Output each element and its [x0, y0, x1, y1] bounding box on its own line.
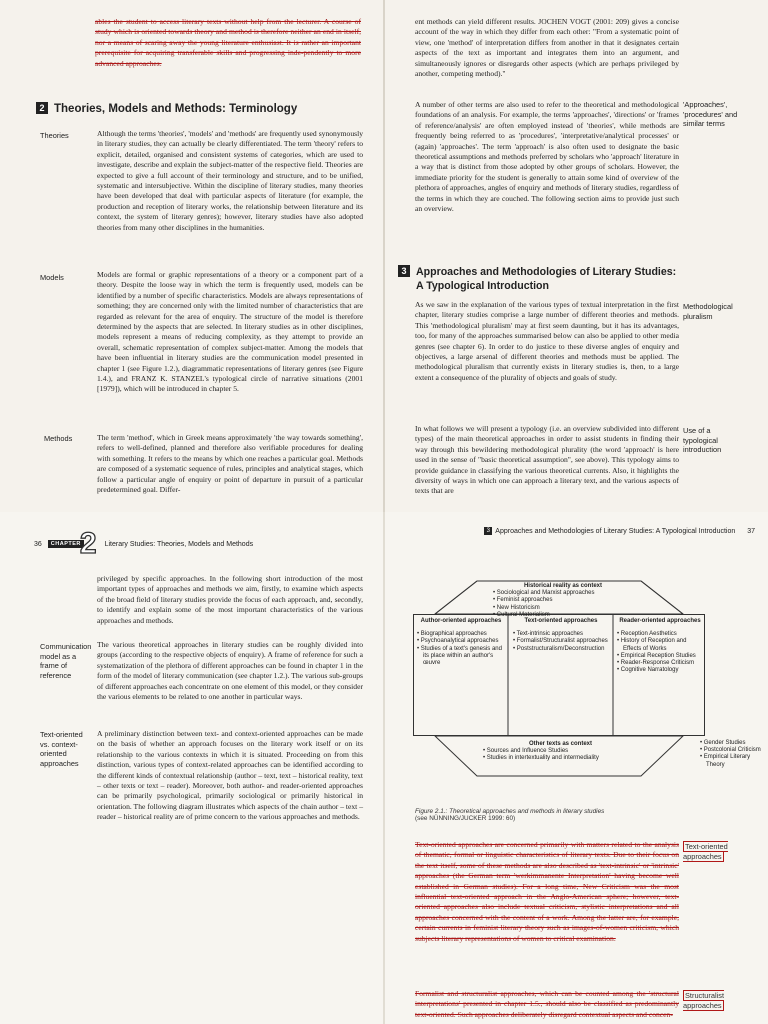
- historical-title: Historical reality as context: [523, 583, 603, 589]
- margin-note-pluralism: Methodological pluralism: [683, 302, 733, 321]
- page-gutter: [383, 0, 385, 512]
- chapter-label: CHAPTER: [48, 540, 84, 548]
- paragraph-methods: The term 'method', which in Greek means approximately 'the way towards something', refers to well-defined, planned and therefore also verifiable procedures for dealing with something. It refers to the means by which one reaches a particular goal. Methods are composed of a systematic sequence of rules, principles and analytical stages, which follow a particular angle of enquiry or point of departure in pursuit of a particular predetermined goal. Differ-: [97, 433, 363, 495]
- section-title-line-1: Approaches and Methodologies of Literary Studies:: [416, 266, 677, 278]
- margin-note-methods: Methods: [44, 434, 73, 443]
- chapter-number: 2: [79, 527, 97, 560]
- reader-list: [617, 631, 703, 674]
- section-title: Theories, Models and Methods: Terminology: [54, 103, 298, 115]
- diagram-list-item: • Postcolonial Criticism: [700, 747, 761, 754]
- page-gutter: [383, 512, 385, 1024]
- margin-note-approaches: 'Approaches', 'procedures' and similar terms: [683, 100, 738, 129]
- margin-note-communication: Communication model as a frame of reference: [40, 642, 92, 680]
- paragraph-privileged: privileged by specific approaches. In the following short introduction of the most important types of approaches and methods we aim, firstly, to examine which aspects of the broad field of literary studies provide the focus of each approach, and, secondly, to identify and explain some of the most important characteristics of the various approaches and methods.: [97, 574, 363, 625]
- author-title: Author-oriented approaches: [420, 618, 502, 624]
- paragraph-typology: In what follows we will present a typology (i.e. an overview subdivided into different types) of the main theoretical approaches in order to assist students in finding their way through this bewildering methodological plurality (the word 'approach' is here used in the sense of "basic theoretical assumption", see above). This typology aims to provide guidance in classifying the various theoretical currents. Also, it highlights the diversity of ways in which one can approach a literary text, and the various aspects of texts that are: [415, 424, 679, 496]
- right-approaches-list: [700, 740, 766, 769]
- diagram-list-item: • Feminist approaches: [493, 597, 553, 604]
- historical-list: [493, 590, 633, 619]
- diagram-list-item: • Reception Aesthetics: [617, 631, 677, 638]
- footer-title-right: Approaches and Methodologies of Literary Studies: A Typological Introduction: [495, 528, 736, 535]
- margin-note-structuralist: Structuralist approaches: [683, 991, 725, 1010]
- diagram-list-item: • Psychoanalytical approaches: [417, 638, 499, 645]
- section-title-line-2: A Typological Introduction: [416, 280, 550, 292]
- footer-title-left: Literary Studies: Theories, Models and Methods: [104, 540, 254, 548]
- diagram-list-item: • Studies of a text's genesis and its place within an author's œuvre: [417, 645, 502, 667]
- paragraph-text-vs-context: A preliminary distinction between text- and context-oriented approaches can be made on the basis of whether an approach focuses on the literary work itself or on its relationship to the various contexts in which it is situated. Proceeding on from this distinction, various types of context-related approaches can be identified according to the different kinds of contextual relationship (author – text, text – historical reality, text – other texts or text – reader). Moreover, both author- and reader-oriented approaches can be primarily psychological, primarily sociological or primarily historical in orientation. The following diagram illustrates which aspects of the chain author – text – reader – historical reality are of prime concern to the various approaches and methods.: [97, 729, 363, 822]
- diagram-list-item: • Formalist/Structuralist approaches: [513, 638, 608, 645]
- diagram-list-item: • Text-intrinsic approaches: [513, 631, 584, 638]
- diagram-list-item: • Studies in intertextuality and intermediality: [483, 755, 599, 762]
- other-list: [483, 748, 638, 762]
- margin-note-text-oriented-right: Text-oriented approaches: [683, 842, 728, 861]
- caption-line-2: (see NÜNNING/JUCKER 1999: 60): [415, 815, 516, 822]
- section-number-badge: 2: [36, 102, 48, 114]
- diagram-list-item: • Sources and Influence Studies: [483, 748, 569, 755]
- paragraph-other-terms: A number of other terms are also used to refer to the theoretical and methodological foundations of an analysis. For example, the terms 'approaches', 'directions' or 'frames of reference/analysis' are often employed instead of 'theories', while methods are frequently being referred to as 'procedures', 'interpretative/analytical processes' or (again) 'approaches'. The term 'approach' is also often used to designate the basic theoretical assumptions and methods preferred by scholars who 'approach' literature in a way that is distinct from those adopted by other groups of scholars. However, the immediate priority for the student is generally to attain some kind of overview of the plethora of approaches, angles of enquiry and methods of literary studies, regardless of the terms in which they are couched. The following section aims to provide just such an overview.: [415, 100, 680, 214]
- paragraph-models: Models are formal or graphic representations of a theory or a component part of a theory. Despite the loose way in which the term is frequently used, models can be identified by a number of specific characteristics. Models are always representations of something; they are concerned only with the limited number of characteristics that are regarded as relevant for the area of enquiry. The structure of the model is therefore determined by the aspects that are selected. In literary studies as in other disciplines, models represent a means of reducing complexity, as they attempt to provide an overall, schematic representation of complex subject-matter. Among the models that have been influential in literary studies are the communication model presented in chapter 1 (see Figure 1.2.), diagrammatic representations of literary genres (see Figure 1.4.), and FRANZ K. STANZEL's typological circle of narrative situations (2001 [1979]), which will be introduced in chapter 5.: [97, 270, 363, 394]
- paragraph-communication-model: The various theoretical approaches in literary studies can be roughly divided into groups (according to the respective objects of enquiry). A frame of reference for such a systematization of the plethora of different approaches can be found in chapter 1 in the form of the model of literary communication (see chapter 1.2.). The various sub-groups of different approaches each concentrate on one element of this model, or they consider the various elements to be related to one another in particular ways.: [97, 640, 363, 702]
- diagram-list-item: • Cognitive Narratology: [617, 667, 679, 674]
- author-oriented-box: [417, 618, 505, 667]
- section-heading-terminology: [36, 102, 297, 115]
- reader-title: Reader-oriented approaches: [619, 618, 701, 624]
- section-heading-approaches: [398, 265, 738, 293]
- paragraph-pluralism: As we saw in the explanation of the various types of textual interpretation in the first chapter, literary studies comprise a large number of different theories and methods. This 'methodological pluralism' may at first seem daunting, but it has its advantages, too, for many of the approaches summarised below can also be applied to other media genres (see chapter 6). In order to do justice to these diverse angles of enquiry and objectives, a large arsenal of different theories and methods must be applied. The methodological pluralism that currently exists in literary studies is, then, to a large extent a consequence of the plurality of objects and goals of study.: [415, 300, 679, 382]
- page-number-left: 36: [34, 540, 42, 548]
- other-texts-box: [483, 741, 638, 763]
- page-number-right: 37: [747, 528, 755, 535]
- struck-paragraph-text-oriented: Text-oriented approaches are concerned primarily with matters related to the analysis of thematic, formal or linguistic characteristics of literary texts. Due to their focus on the text itself, some of these methods are also described as 'text-intrinsic' or 'intrinsic' approaches (the German term 'werkimmanente Interpretation' having become well established in German studies). For a long time, New Criticism was the most influential text-oriented approach in the Anglo-American sphere; however, text-oriented approaches also include textual criticism, stylistic interpretations and all approaches concerned with the content of a work. Among the latter are, for example, certain currents in feminist literary theory such as images-of-women criticism, which subjects literary representations of women to critical examination.: [415, 840, 679, 943]
- diagram-list-item: • New Historicism: [493, 604, 540, 611]
- paragraph-theories: Although the terms 'theories', 'models' and 'methods' are frequently used synonymously in literary studies, they can actually be clearly differentiated. The term 'theory' refers to explicit, detailed, organised and consistent systems of categories, which are used to investigate, describe and explain the subject-matter of the respective field. Theories are expected to give a full account of their terminology and structure, and to be unified, systematic and intersubjective. Within the discipline of literary studies, many theories have been developed that deal with particular aspects of literature (for example, the production and reception of literary works, the relationship between literature and its context, the system of literary genres); however, literary studies have also adopted theories from many other disciplines in the humanities.: [97, 129, 363, 232]
- diagram-list-item: • Empirical Literary Theory: [700, 754, 751, 768]
- diagram-list-item: • Sociological and Marxist approaches: [493, 590, 595, 597]
- bottom-page-spread: [0, 512, 768, 1024]
- margin-note-theories: Theories: [40, 131, 69, 140]
- margin-note-typological: Use of a typological introduction: [683, 426, 722, 455]
- margin-note-models: Models: [40, 273, 64, 282]
- struck-intro-paragraph: ables the student to access literary texts without help from the lecturer. A course of study which is oriented towards theory and method is therefore neither an end in itself, nor a means of scaring away the young literature enthusiast. It is rather an important prerequisite for acquiring transferable skills and progressing inde-pendently to more advanced approaches.: [95, 17, 361, 68]
- diagram-list-item: • Gender Studies: [700, 740, 746, 746]
- text-list: [513, 631, 609, 653]
- text-oriented-box: [513, 618, 609, 653]
- historical-context-box: [493, 583, 633, 619]
- figure-caption: [415, 808, 705, 822]
- section-number-badge: 3: [398, 265, 410, 277]
- diagram-list-item: • History of Reception and Effects of Works: [617, 638, 687, 652]
- other-title: Other texts as context: [528, 741, 593, 747]
- author-list: [417, 631, 505, 667]
- figure-approaches-diagram: [413, 580, 705, 790]
- margin-note-text-oriented: Text-oriented vs. context-oriented approaches: [40, 730, 83, 768]
- text-title: Text-oriented approaches: [524, 618, 598, 624]
- footer-left: [34, 527, 253, 561]
- reader-oriented-box: [617, 618, 703, 674]
- diagram-list-item: • Empirical Reception Studies: [617, 652, 696, 659]
- diagram-list-item: • Biographical approaches: [417, 631, 487, 638]
- struck-paragraph-structuralist: Formalist and structuralist approaches, which can be counted among the 'structural interpretations' presented in chapter 1.5., should also be classified as predominantly text-oriented. Such approaches deliberately disregard contextual aspects and concen-: [415, 989, 679, 1019]
- caption-line-1: Figure 2.1.: Theoretical approaches and methods in literary studies: [415, 808, 605, 815]
- footer-right: [455, 527, 755, 535]
- diagram-list-item: • Poststructuralism/Deconstruction: [513, 645, 605, 652]
- diagram-list-item: • Reader-Response Criticism: [617, 660, 695, 667]
- section-number-badge: 3: [484, 527, 492, 535]
- paragraph-vogt: ent methods can yield different results. JOCHEN VOGT (2001: 209) gives a concise account of the way in which they differ from each other: "From a systematic point of view, one 'method' of interpretation differs from another in that it designates certain aspects of the text as important and integrates them into an argument, and simultaneously ignores or disregards other aspects (which are perhaps privileged by another, competing method).": [415, 17, 679, 79]
- diagram-list-item: • Cultural Materialism: [493, 611, 550, 618]
